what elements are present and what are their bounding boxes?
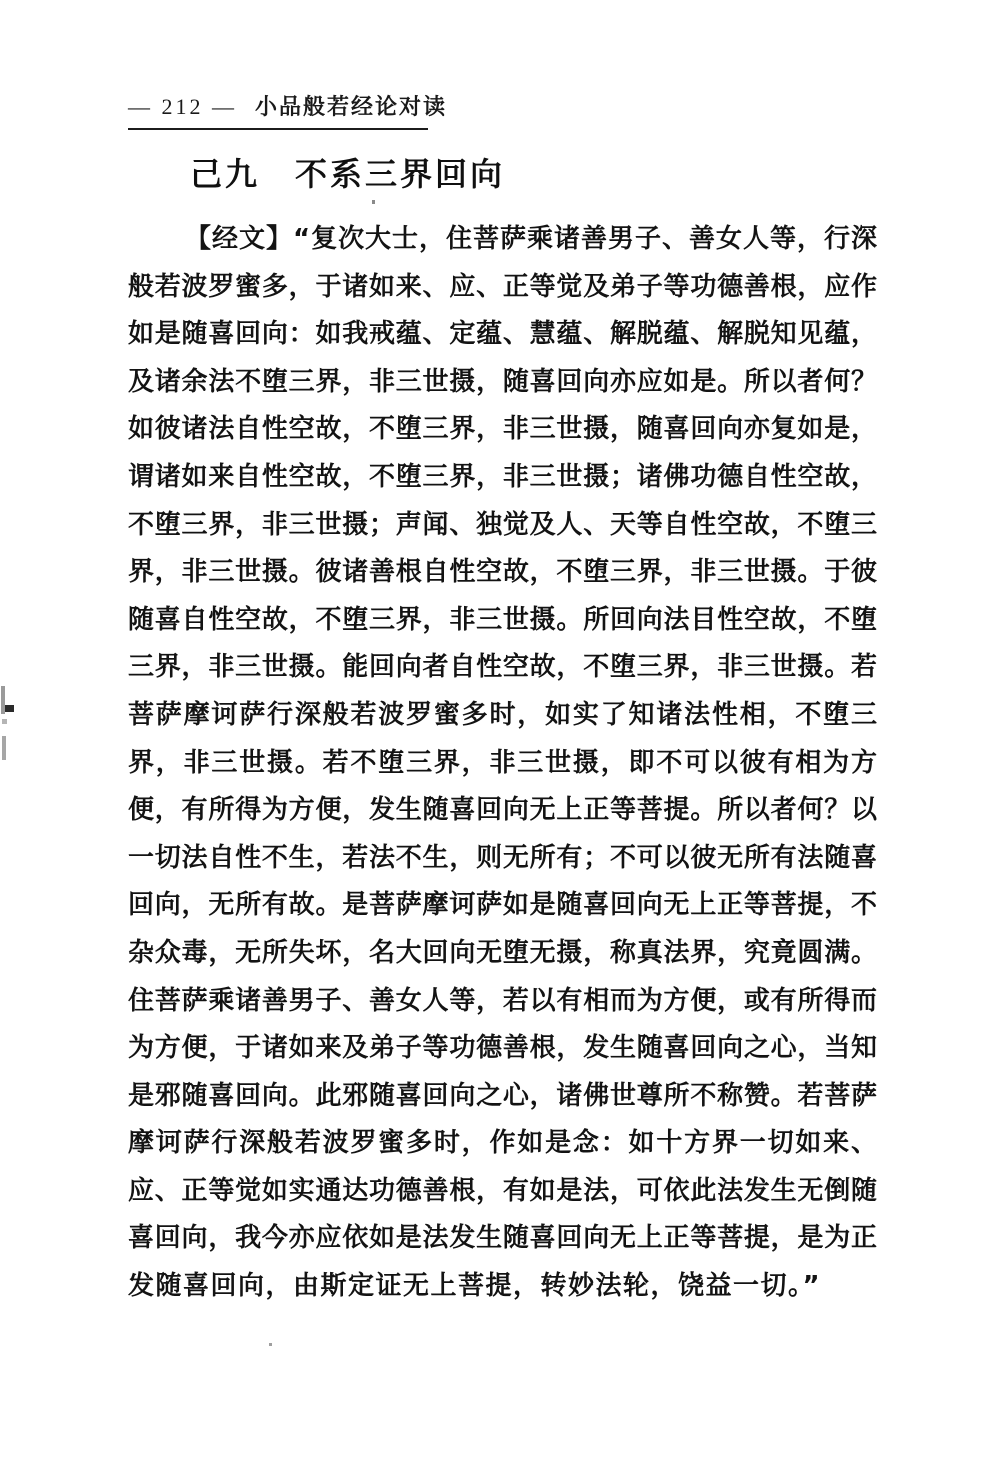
sutra-text-line: 喜回向，我今亦应依如是法发生随喜回向无上正等菩提，是为正 (128, 1223, 877, 1254)
sutra-text-line: 摩诃萨行深般若波罗蜜多时，作如是念：如十方界一切如来、 (128, 1128, 877, 1159)
sutra-text-line: 菩萨摩诃萨行深般若波罗蜜多时，如实了知诸法性相，不堕三 (128, 699, 877, 730)
scan-artifact (269, 1343, 272, 1346)
scan-artifact (372, 200, 375, 204)
section-heading: 己九 不系三界回向 (190, 155, 506, 193)
sutra-text-line: 便，有所得为方便，发生随喜回向无上正等菩提。所以者何？以 (128, 795, 877, 826)
scan-artifact (5, 705, 14, 712)
page-header (128, 90, 448, 130)
sutra-text-line: 及诸余法不堕三界，非三世摄，随喜回向亦应如是。所以者何？ (128, 366, 877, 397)
scan-artifact (2, 719, 7, 724)
sutra-text-line: 如是随喜回向：如我戒蕴、定蕴、慧蕴、解脱蕴、解脱知见蕴， (128, 319, 877, 350)
sutra-text-line: 回向，无所有故。是菩萨摩诃萨如是随喜回向无上正等菩提，不 (128, 890, 877, 921)
sutra-text-line: 应、正等觉如实通达功德善根，有如是法，可依此法发生无倒随 (128, 1175, 877, 1206)
sutra-text-line: 【经文】“复次大士，住菩萨乘诸善男子、善女人等，行深 (185, 224, 877, 254)
sutra-text-line: 一切法自性不生，若法不生，则无所有；不可以彼无所有法随喜 (128, 842, 877, 873)
scan-artifact (2, 736, 6, 760)
sutra-text-line: 不堕三界，非三世摄；声闻、独觉及人、天等自性空故，不堕三 (128, 509, 877, 540)
page-number: — 212 — (128, 94, 237, 119)
sutra-text-line: 为方便，于诸如来及弟子等功德善根，发生随喜回向之心，当知 (128, 1033, 877, 1064)
sutra-text-line: 随喜自性空故，不堕三界，非三世摄。所回向法目性空故，不堕 (128, 604, 877, 635)
sutra-text-line: 是邪随喜回向。此邪随喜回向之心，诸佛世尊所不称赞。若菩萨 (128, 1080, 877, 1111)
sutra-text-line: 般若波罗蜜多，于诸如来、应、正等觉及弟子等功德善根，应作 (128, 271, 877, 302)
sutra-text-line: 三界，非三世摄。能回向者自性空故，不堕三界，非三世摄。若 (128, 652, 877, 683)
sutra-text-line: 谓诸如来自性空故，不堕三界，非三世摄；诸佛功德自性空故， (128, 461, 877, 492)
book-title: 小品般若经论对读 (255, 94, 448, 119)
sutra-text-line: 发随喜回向，由斯定证无上菩提，转妙法轮，饶益一切。” (128, 1271, 822, 1302)
sutra-text-line: 杂众毒，无所失坏，名大回向无堕无摄，称真法界，究竟圆满。 (128, 937, 877, 968)
sutra-text-line: 如彼诸法自性空故，不堕三界，非三世摄，随喜回向亦复如是， (128, 414, 877, 445)
sutra-text-line: 界，非三世摄。彼诸善根自性空故，不堕三界，非三世摄。于彼 (128, 557, 877, 588)
sutra-text-block (128, 216, 877, 1311)
sutra-text-line: 界，非三世摄。若不堕三界，非三世摄，即不可以彼有相为方 (128, 747, 877, 778)
sutra-text-line: 住菩萨乘诸善男子、善女人等，若以有相而为方便，或有所得而 (128, 985, 877, 1016)
